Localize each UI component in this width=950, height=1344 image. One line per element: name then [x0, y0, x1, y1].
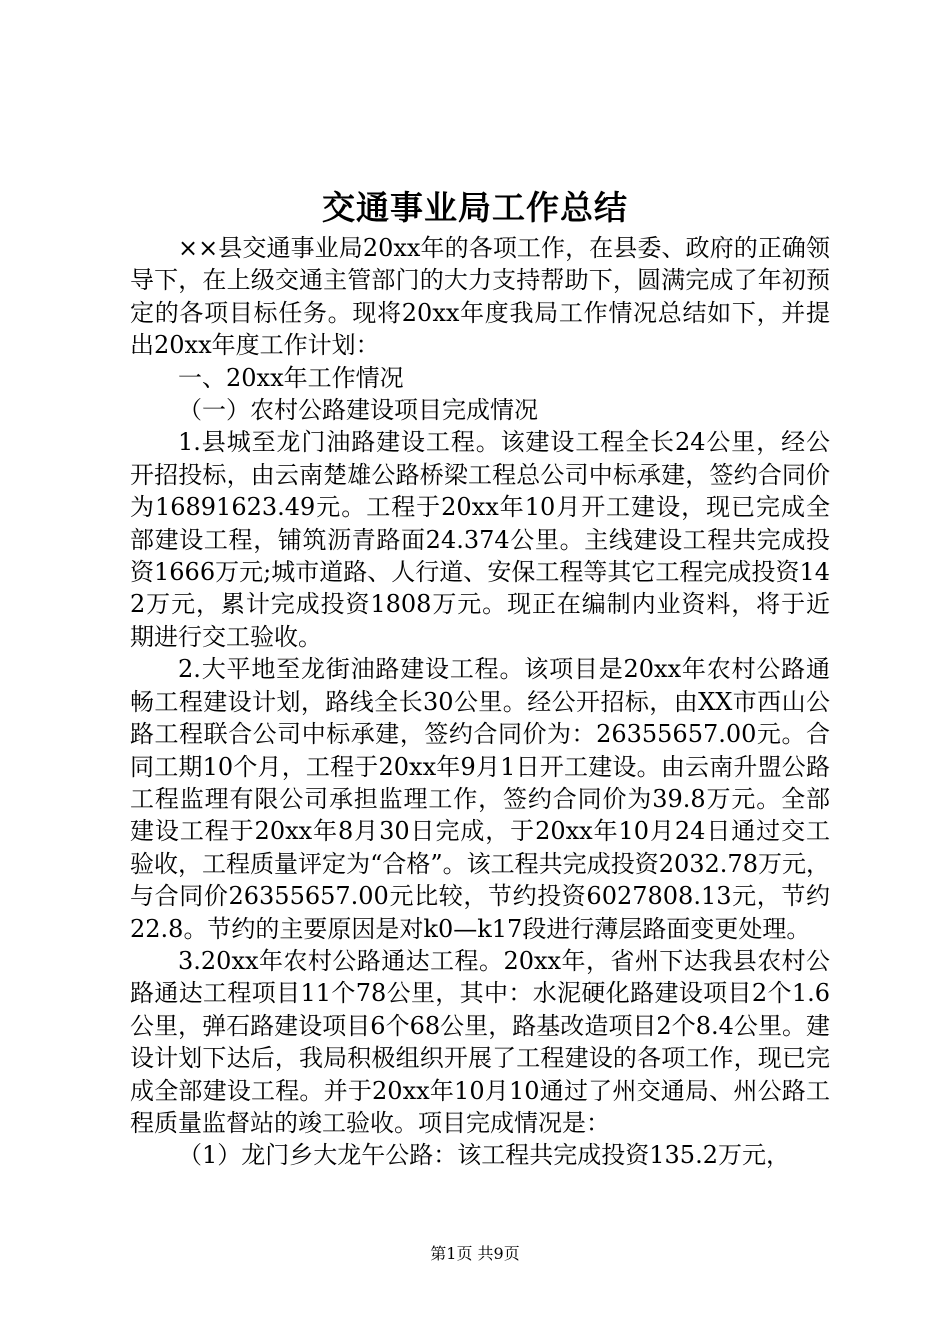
paragraph-item-3: 3.20xx年农村公路通达工程。20xx年，省州下达我县农村公路通达工程项目11个78公里，其中：水泥硬化路建设项目2个1.6公里，弹石路建设项目6个68公里，路基改造项目2个8.4公里。建设计划下达后，我局积极组织开展了工程建设的各项工作，现已完成全部建设工程。并于20xx年10月10通过了州交通局、州公路工程质量监督站的竣工验收。项目完成情况是： [130, 946, 830, 1137]
subsection-heading: （一）农村公路建设项目完成情况 [178, 396, 538, 425]
paragraph-subitem-1: （1）龙门乡大龙午公路：该工程共完成投资135.2万元， [178, 1141, 790, 1170]
section-heading: 一、20xx年工作情况 [178, 363, 404, 392]
paragraph-intro: ××县交通事业局20xx年的各项工作，在县委、政府的正确领导下，在上级交通主管部门的大力支持帮助下，圆满完成了年初预定的各项目标任务。现将20xx年度我局工作情况总结如下，并提出20xx年度工作计划： [130, 234, 830, 360]
document-body [130, 232, 830, 1172]
paragraph-item-1: 1.县城至龙门油路建设工程。该建设工程全长24公里，经公开招投标，由云南楚雄公路桥梁工程总公司中标承建，签约合同价为16891623.49元。工程于20xx年10月开工建设，现已完成全部建设工程，铺筑沥青路面24.374公里。主线建设工程共完成投资1666万元;城市道路、人行道、安保工程等其它工程完成投资142万元，累计完成投资1808万元。现正在编制内业资料，将于近期进行交工验收。 [130, 428, 830, 651]
paragraph-item-2: 2.大平地至龙街油路建设工程。该项目是20xx年农村公路通畅工程建设计划，路线全长30公里。经公开招标，由XX市西山公路工程联合公司中标承建，签约合同价为：26355657.00元。合同工期10个月，工程于20xx年9月1日开工建设。由云南升盟公路工程监理有限公司承担监理工作，签约合同价为39.8万元。全部建设工程于20xx年8月30日完成，于20xx年10月24日通过交工验收，工程质量评定为“合格”。该工程共完成投资2032.78万元，与合同价26355657.00元比较，节约投资6027808.13元，节约22.8。节约的主要原因是对k0—k17段进行薄层路面变更处理。 [130, 655, 830, 943]
document-title: 交通事业局工作总结 [322, 188, 628, 227]
page-footer: 第1页 共9页 [430, 1244, 520, 1263]
